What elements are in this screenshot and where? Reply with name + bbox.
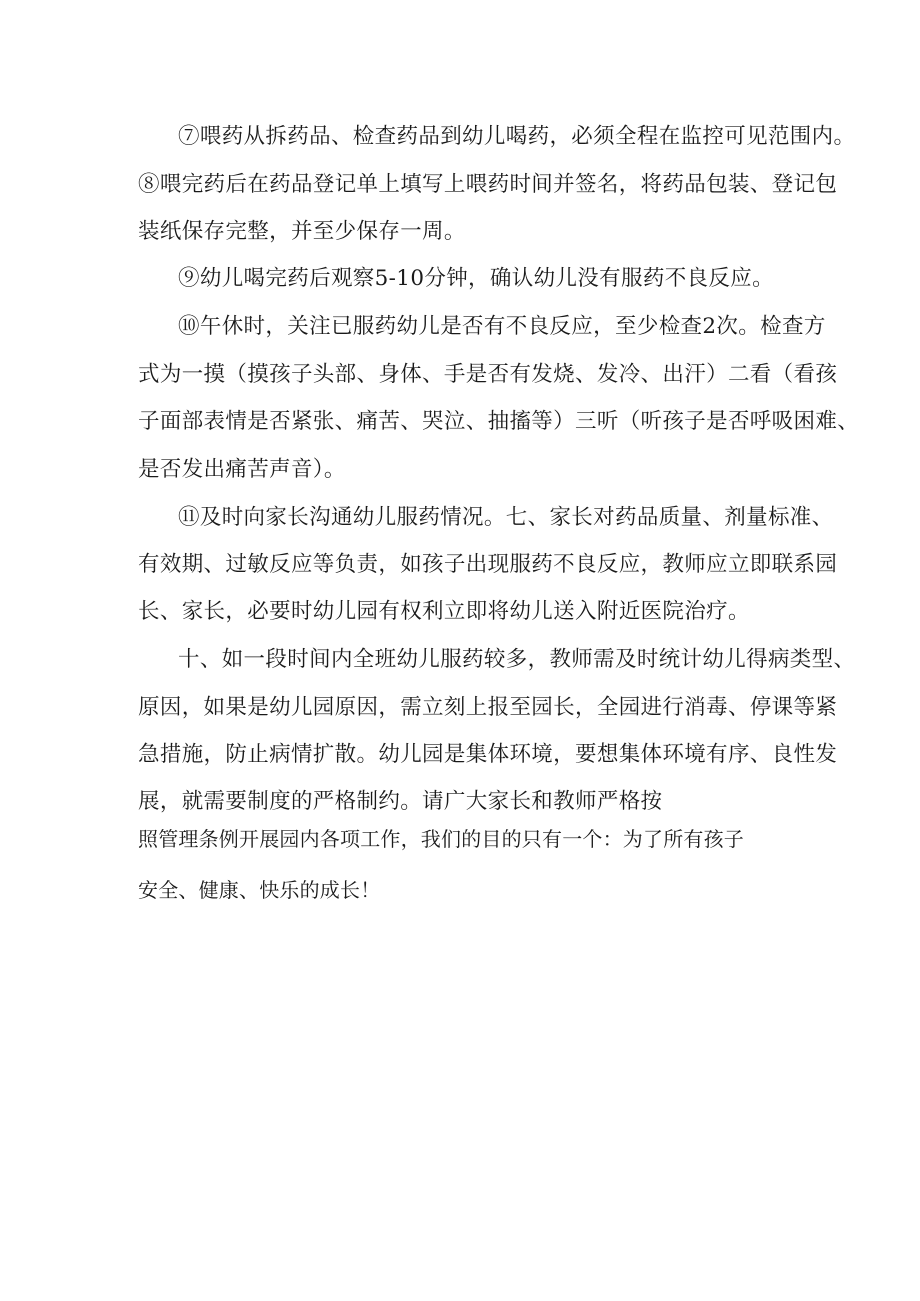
paragraph-line-9: ⑨幼儿喝完药后观察5-10分钟，确认幼儿没有服药不良反应。 [178, 266, 774, 291]
paragraph-line-closing: 安全、健康、快乐的成长！ [138, 878, 381, 902]
paragraph-line-11: ⑪及时向家长沟通幼儿服药情况。七、家长对药品质量、剂量标准、 [178, 505, 834, 530]
paragraph-line-7: ⑦喂药从拆药品、检查药品到幼儿喝药，必须全程在监控可见范围内。 [178, 124, 856, 149]
paragraph-line-11-cont-1: 有效期、过敏反应等负责，如孩子出现服药不良反应，教师应立即联系园 [138, 552, 838, 577]
paragraph-line-11-cont-2: 长、家长，必要时幼儿园有权利立即将幼儿送入附近医院治疗。 [138, 599, 750, 624]
paragraph-line-ten-cont-3: 展，就需要制度的严格制约。请广大家长和教师严格按 [138, 789, 663, 814]
paragraph-line-8: ⑧喂完药后在药品登记单上填写上喂药时间并签名，将药品包装、登记包 [138, 172, 838, 197]
paragraph-line-10-cont-3: 是否发出痛苦声音）。 [138, 457, 346, 482]
paragraph-line-ten-cont-4: 照管理条例开展园内各项工作，我们的目的只有一个：为了所有孩子 [138, 827, 744, 851]
paragraph-line-10: ⑩午休时，关注已服药幼儿是否有不良反应，至少检查2次。检查方 [178, 314, 826, 339]
paragraph-line-10-cont-2: 子面部表情是否紧张、痛苦、哭泣、抽搐等）三听（听孩子是否呼吸困难、 [138, 409, 860, 434]
paragraph-line-ten-cont-1: 原因，如果是幼儿园原因，需立刻上报至园长，全园进行消毒、停课等紧 [138, 695, 838, 720]
paragraph-line-ten: 十、如一段时间内全班幼儿服药较多，教师需及时统计幼儿得病类型、 [178, 647, 856, 672]
paragraph-line-10-cont-1: 式为一摸（摸孩子头部、身体、手是否有发烧、发冷、出汗）二看（看孩 [138, 362, 838, 387]
paragraph-line-ten-cont-2: 急措施，防止病情扩散。幼儿园是集体环境，要想集体环境有序、良性发 [138, 742, 838, 767]
paragraph-line-8-cont: 装纸保存完整，并至少保存一周。 [138, 219, 466, 244]
